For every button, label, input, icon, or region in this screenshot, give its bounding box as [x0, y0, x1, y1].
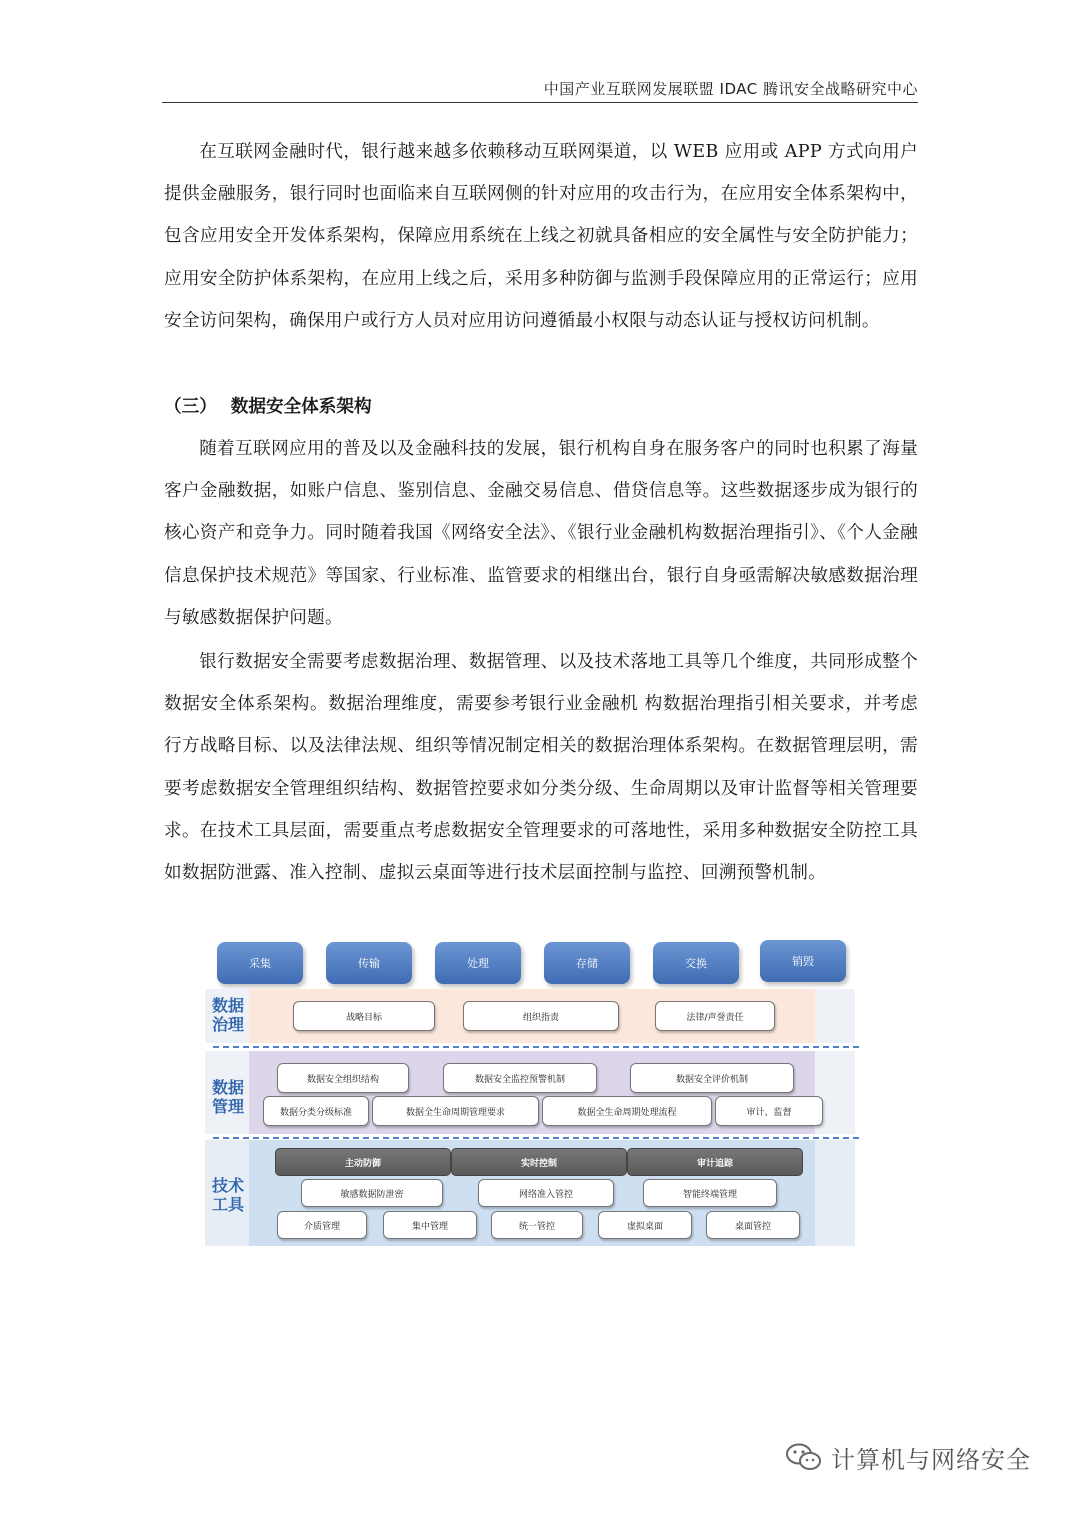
- governance-item: 组织指责: [463, 1001, 619, 1031]
- tool-item: 统一管控: [491, 1211, 583, 1239]
- section-number: （三）: [164, 397, 217, 417]
- paragraph-data-architecture: [164, 641, 918, 894]
- management-item: 审计、监督: [715, 1096, 823, 1126]
- page-header: 中国产业互联网发展联盟 IDAC 腾讯安全战略研究中心: [543, 80, 918, 98]
- paragraph-text: 在互联网金融时代，银行越来越多依赖移动互联网渠道，以 WEB 应用或 APP 方式向用户提供金融服务，银行同时也面临来自互联网侧的针对应用的攻击行为，在应用安全体系架构中，包含应用安全开发体系架构，保障应用系统在上线之初就具备相应的安全属性与安全防护能力；应用安全防护体系架构，在应用上线之后，采用多种防御与监测手段保障应用的正常运行；应用安全访问架构，确保用户或行方人员对应用访问遵循最小权限与动态认证与授权访问机制。: [164, 142, 918, 331]
- watermark-text: 计算机与网络安全: [831, 1446, 1031, 1474]
- section-heading: [164, 386, 372, 428]
- management-item: 数据全生命周期管理要求: [372, 1096, 539, 1126]
- tool-capability: 审计追踪: [627, 1148, 803, 1176]
- tool-item: 集中管理: [383, 1211, 477, 1239]
- management-item: 数据全生命周期处理流程: [542, 1096, 712, 1126]
- dashed-divider: [213, 1137, 859, 1139]
- tool-item: 虚拟桌面: [598, 1211, 692, 1239]
- paragraph-text: 银行数据安全需要考虑数据治理、数据管理、以及技术落地工具等几个维度，共同形成整个数据安全体系架构。数据治理维度，需要参考银行业金融机 构数据治理指引相关要求，并考虑行方战略目标、以及法律法规、组织等情况制定相关的数据治理体系架构。在数据管理层明，需要考虑数据安全管理组织结构、数据管控要求如分类分级、生命周期以及审计监督等相关管理要求。在技术工具层面，需要重点考虑数据安全管理要求的可落地性，采用多种数据安全防控工具如数据防泄露、准入控制、虚拟云桌面等进行技术层面控制与监控、回溯预警机制。: [164, 652, 918, 884]
- paragraph-data-background: [164, 428, 918, 639]
- lifecycle-collect: 采集: [217, 942, 303, 984]
- tool-capability: 主动防御: [275, 1148, 451, 1176]
- tools-label: 技术 工具: [211, 1176, 244, 1214]
- lifecycle-store: 存储: [544, 942, 630, 984]
- wechat-icon: [785, 1442, 823, 1474]
- watermark: [785, 1440, 1031, 1475]
- governance-item: 法律/声誉责任: [655, 1001, 775, 1031]
- lifecycle-exchange: 交换: [653, 942, 739, 984]
- governance-item: 战略目标: [293, 1001, 435, 1031]
- tool-capability: 实时控制: [451, 1148, 627, 1176]
- management-item: 数据分类分级标准: [263, 1096, 369, 1126]
- lifecycle-process: 处理: [435, 942, 521, 984]
- tool-item: 网络准入管控: [478, 1179, 614, 1207]
- lifecycle-transmit: 传输: [326, 942, 412, 984]
- lifecycle-destroy: 销毁: [760, 940, 846, 982]
- tool-item: 敏感数据防泄密: [301, 1179, 443, 1207]
- data-security-architecture-diagram: [205, 938, 865, 1248]
- header-divider: [162, 102, 918, 103]
- management-item: 数据安全评价机制: [630, 1063, 794, 1093]
- paragraph-text: 随着互联网应用的普及以及金融科技的发展，银行机构自身在服务客户的同时也积累了海量客户金融数据，如账户信息、鉴别信息、金融交易信息、借贷信息等。这些数据逐步成为银行的核心资产和竞争力。同时随着我国《网络安全法》、《银行业金融机构数据治理指引》、《个人金融信息保护技术规范》等国家、行业标准、监管要求的相继出台，银行自身亟需解决敏感数据治理与敏感数据保护问题。: [164, 439, 918, 628]
- tool-item: 桌面管控: [706, 1211, 800, 1239]
- section-title: 数据安全体系架构: [230, 397, 372, 417]
- tool-item: 介质管理: [277, 1211, 367, 1239]
- paragraph-app-security: [164, 131, 918, 342]
- governance-label: 数据 治理: [211, 996, 244, 1034]
- management-label: 数据 管理: [211, 1078, 244, 1116]
- management-item: 数据安全组织结构: [277, 1063, 409, 1093]
- management-item: 数据安全监控预警机制: [443, 1063, 597, 1093]
- tool-item: 智能终端管理: [643, 1179, 777, 1207]
- dashed-divider: [213, 1046, 859, 1048]
